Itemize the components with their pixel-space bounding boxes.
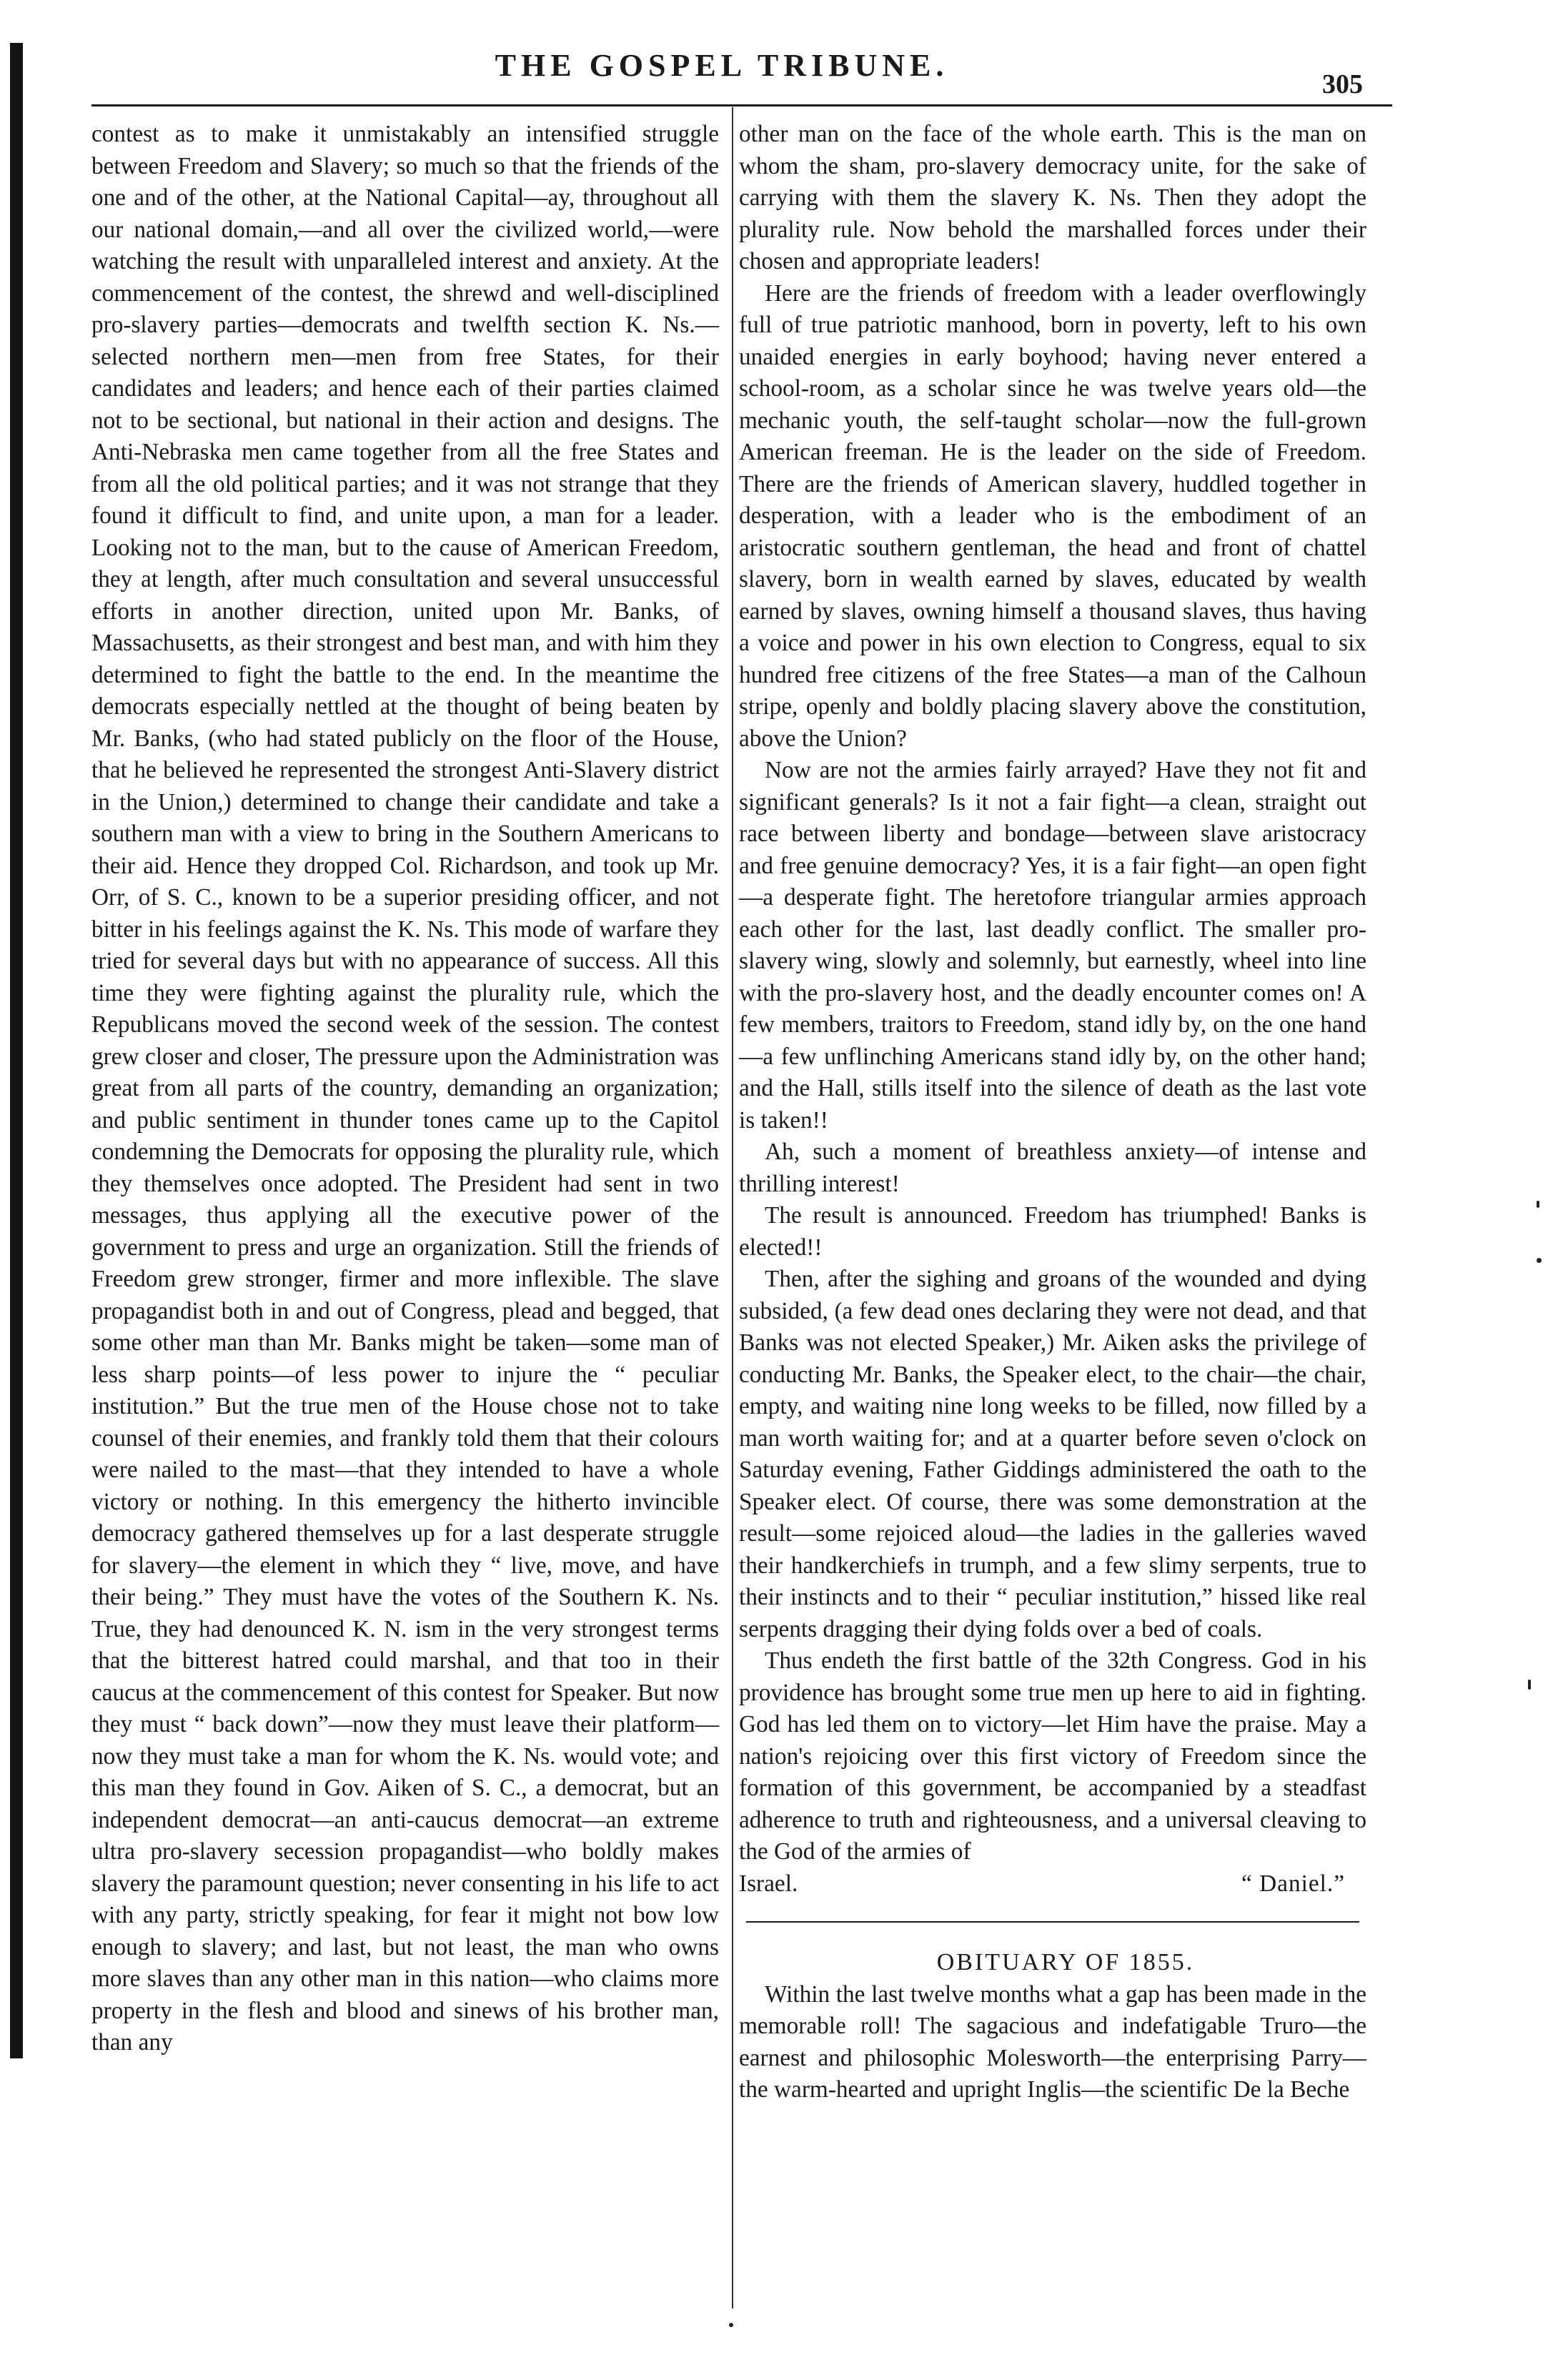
article-paragraph: other man on the face of the whole earth. This is the man on whom the sham, pro-slavery democracy unite, for the sake of carrying with them the slavery K. Ns. Then they adopt the plurality rule. Now behold the marshalled forces under their chosen and appropriate leaders! [739,121,1366,274]
header-rule [91,104,1392,106]
column-divider [732,107,733,2309]
article-paragraph: The result is announced. Freedom has triumphed! Banks is elected!! [739,1202,1366,1261]
article-paragraph: contest as to make it unmistakably an intensified struggle between Freedom and Slavery; so much so that the friends of the one and of the other, at the National Capital—ay, throughout all our national domain,—and all over the civilized world,—were watching the result with unparalleled interest and anxiety. At the commencement of the contest, the shrewd and well-disciplined pro-slavery parties—democrats and twelfth section K. Ns.—selected northern men—men from free States, for their candidates and leaders; and hence each of their parties claimed not to be sectional, but national in their action and designs. The Anti-Nebraska men came together from all the free States and from all the old political parties; and it was not strange that they found it difficult to find, and unite upon, a man for a leader. Looking not to the man, but to the cause of American Freedom, they at length, after much consultation and several unsuccessful efforts in another direction, united upon Mr. Banks, of Massachusetts, as their strongest and best man, and with him they determined to fight the battle to the end. In the meantime the democrats especially nettled at the thought of being beaten by Mr. Banks, (who had stated publicly on the floor of the House, that he believed he represented the strongest Anti-Slavery district in the Union,) determined to change their candidate and take a southern man with a view to bring in the Southern Americans to their aid. Hence they dropped Col. Richardson, and took up Mr. Orr, of S. C., known to be a superior presiding officer, and not bitter in his feelings against the K. Ns. This mode of warfare they tried for several days but with no appearance of success. All this time they were fighting against the plurality rule, which the Republicans moved the second week of the session. The contest grew closer and closer, The pressure upon the Administration was great from all parts of the country, demanding an organization; and public sentiment in thunder tones came up to the Capitol condemning the Democrats for opposing the plurality rule, which they themselves once adopted. The President had sent in two messages, thus applying all the executive power of the government to press and urge an organization. Still the friends of Freedom grew stronger, firmer and more inflexible. The slave propagandist both in and out of Congress, plead and begged, that some other man than Mr. Banks might be taken—some man of less sharp points—of less power to injure the “ peculiar institution.” But the true men of the House chose not to take counsel of their enemies, and frankly told them that their colours were nailed to the mast—that they intended to have a whole victory or nothing. In this emergency the hitherto invincible democracy gathered themselves up for a last desperate struggle for slavery—the element in which they “ live, move, and have their being.” They must have the votes of the Southern K. Ns. True, they had denounced K. N. ism in the very strongest terms that the bitterest hatred could marshal, and that too in their caucus at the commencement of this contest for Speaker. But now they must “ back down”—now they must leave their platform—now they must take a man for whom the K. Ns. would vote; and this man they found in Gov. Aiken of S. C., a democrat, but an independent democrat—an anti-caucus democrat—an extreme ultra pro-slavery secession propagandist—who boldly makes slavery the paramount question; never consenting in his life to act with any party, strictly speaking, for fear it might not bow low enough to slavery; and last, but not least, the man who owns more slaves than any other man in this nation—who claims more property in the flesh and blood and sinews of his brother man, than any [91,121,719,2056]
left-column [91,119,719,2059]
article-paragraph: Ah, such a moment of breathless anxiety—of intense and thrilling interest! [739,1139,1366,1197]
right-column [739,119,1366,2106]
scan-speck [1537,1258,1542,1263]
scan-speck [1528,1680,1531,1690]
obituary-paragraph: Within the last twelve months what a gap has been made in the memorable roll! The sagacious and indefatigable Truro—the earnest and philosophic Molesworth—the enterprising Parry—the warm-hearted and upright Inglis—the scientific De la Beche [739,1980,1366,2103]
page-number: 305 [1322,69,1363,99]
article-paragraph: Now are not the armies fairly arrayed? Have they not fit and significant generals? Is it not a fair fight—a clean, straight out race between liberty and bondage—between slave aristocracy and free genuine democracy? Yes, it is a fair fight—an open fight—a desperate fight. The heretofore triangular armies approach each other for the last, last deadly conflict. The smaller pro-slavery wing, slowly and solemnly, but earnestly, wheel into line with the pro-slavery host, and the deadly encounter comes on! A few members, traitors to Freedom, stand idly by, on the one hand—a few unflinching Americans stand idly by, on the other hand; and the Hall, stills itself into the silence of death as the last vote is taken!! [739,757,1366,1134]
scan-speck [729,2323,733,2327]
article-paragraph: Then, after the sighing and groans of the wounded and dying subsided, (a few dead ones declaring they were not dead, and that Banks was not elected Speaker,) Mr. Aiken asks the privilege of conducting Mr. Banks, the Speaker elect, to the chair—the chair, empty, and waiting nine long weeks to be filled, now filled by a man worth waiting for; and at a quarter before seven o'clock on Saturday evening, Father Giddings administered the oath to the Speaker elect. Of course, there was some demonstration at the result—some rejoiced aloud—the ladies in the galleries waved their handkerchiefs in trumph, and a few slimy serpents, true to their instincts and to their “ peculiar institution,” hissed like real serpents dragging their dying folds over a bed of coals. [739,1266,1366,1642]
obituary-heading: OBITUARY OF 1855. [936,1949,1195,1975]
closing-word: Israel. [739,1870,798,1897]
section-separator-rule [746,1921,1359,1923]
article-signature-line [739,1868,1366,1900]
scan-speck [1537,1201,1539,1208]
article-paragraph: Here are the friends of freedom with a leader overflowingly full of true patriotic manhood, born in poverty, left to his own unaided energies in early boyhood; having never entered a school-room, as a scholar since he was twelve years old—the mechanic youth, the self-taught scholar—now the full-grown American freeman. He is the leader on the side of Freedom. There are the friends of American slavery, huddled together in desperation, with a leader who is the embodiment of an aristocratic southern gentleman, the head and front of chattel slavery, born in wealth earned by slaves, educated by wealth earned by slaves, owning himself a thousand slaves, thus having a voice and power in his own election to Congress, equal to six hundred free citizens of the free States—a man of the Calhoun stripe, openly and boldly placing slavery above the constitution, above the Union? [739,279,1366,752]
running-head-title: THE GOSPEL TRIBUNE. [495,48,949,83]
article-paragraph: Thus endeth the first battle of the 32th Congress. God in his providence has brought some true men up here to aid in fighting. God has led them on to victory—let Him have the praise. May a nation's rejoicing over this first victory of Freedom since the formation of this government, be accompanied by a steadfast adherence to truth and righteousness, and a universal cleaving to the God of the armies of [739,1647,1366,1865]
scan-binding-shadow [10,43,23,2058]
author-signature: “ Daniel.” [1241,1870,1345,1897]
